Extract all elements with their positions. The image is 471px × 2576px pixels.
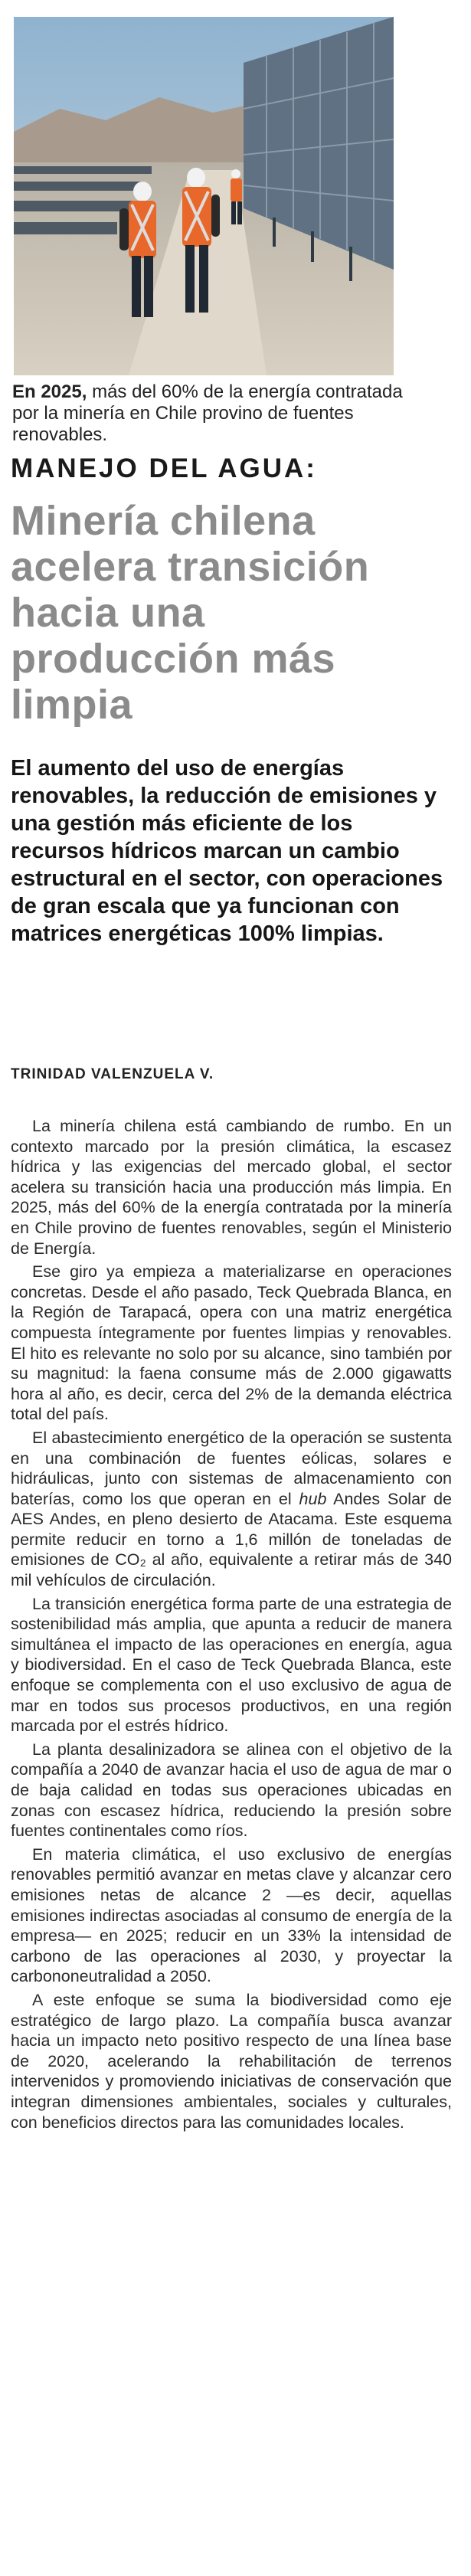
body-text: El abastecimiento energético de la operación se sustenta en una combinación de fuentes eólicas, solares e hidráulicas, junto con sistemas de almacenamiento con baterías, como los que operan en el	[11, 1428, 452, 1508]
article-byline: TRINIDAD VALENZUELA V.	[11, 1066, 214, 1082]
photo-caption	[12, 381, 410, 446]
article-photo	[14, 17, 394, 375]
photo-solar-plant-workers-icon	[14, 17, 394, 375]
body-paragraph: A este enfoque se suma la biodiversidad como eje estratégico de largo plazo. La compañía busca avanzar hacia un impacto neto positivo respecto de una línea base de 2020, acelerando la rehabilitación de terrenos intervenidos y promoviendo iniciativas de conservación que integran dimensiones ambientales, sociales y culturales, con beneficios directos para las comunidades locales.	[11, 1990, 452, 2132]
body-paragraph: La minería chilena está cambiando de rumbo. En un contexto marcado por la presión climática, la escasez hídrica y las exigencias del mercado global, el sector acelera su transición hacia una producción más limpia. En 2025, más del 60% de la energía contratada por la minería en Chile provino de fuentes renovables, según el Ministerio de Energía.	[11, 1117, 452, 1258]
caption-text: más del 60% de la energía contratada por la minería en Chile provino de fuentes renovables.	[12, 381, 403, 445]
section-label: MANEJO DEL AGUA:	[11, 453, 317, 483]
body-paragraph: Ese giro ya empieza a materializarse en operaciones concretas. Desde el año pasado, Teck Quebrada Blanca, en la Región de Tarapacá, opera con una matriz energética compuesta íntegramente por fuentes limpias y renovables. El hito es relevante no solo por su alcance, sino también por su magnitud: la faena consume más de 2.000 gigawatts hora al año, es decir, cerca del 2% de la demanda eléctrica total del país.	[11, 1262, 452, 1424]
article-lead: El aumento del uso de energías renovables, la reducción de emisiones y una gestión más eficiente de los recursos hídricos marcan un cambio estructural en el sector, con operaciones de gran escala que ya funcionan con matrices energéticas 100% limpias.	[11, 756, 443, 946]
body-paragraph: La transición energética forma parte de una estrategia de sostenibilidad más amplia, que apunta a reducir de manera simultánea el impacto de las operaciones en energía, agua y biodiversidad. En el caso de Teck Quebrada Blanca, este enfoque se complementa con el uso exclusivo de agua de mar en todos sus procesos productivos, en una región marcada por el estrés hídrico.	[11, 1594, 452, 1736]
body-paragraph: La planta desalinizadora se alinea con el objetivo de la compañía a 2040 de avanzar hacia el uso de agua de mar o de baja calidad en todas sus operaciones ubicadas en zonas con escasez hídrica, reduciendo la presión sobre fuentes continentales como ríos.	[11, 1740, 452, 1841]
body-paragraph	[11, 1428, 452, 1591]
body-paragraph: En materia climática, el uso exclusivo de energías renovables permitió avanzar en metas clave y alcanzar cero emisiones netas de alcance 2 —es decir, aquellas emisiones indirectas asociadas al consumo de energía de la empresa— en 2025; reducir en un 33% la intensidad de carbono de las operaciones al 2030, y proyectar la carbononeutralidad a 2050.	[11, 1844, 452, 1986]
article-headline: Minería chilena acelera transición hacia una producción más limpia	[11, 498, 370, 728]
body-italic: hub	[299, 1489, 327, 1508]
body-text: Andes Solar de AES Andes, en pleno desierto de Atacama. Este esquema permite reducir en torno a 1,6 millón de toneladas de emisiones de CO₂ al año, equivalente a retirar más de 340 mil vehículos de circulación.	[11, 1489, 453, 1590]
caption-lead: En 2025,	[12, 381, 87, 402]
article-body	[11, 1116, 452, 2136]
